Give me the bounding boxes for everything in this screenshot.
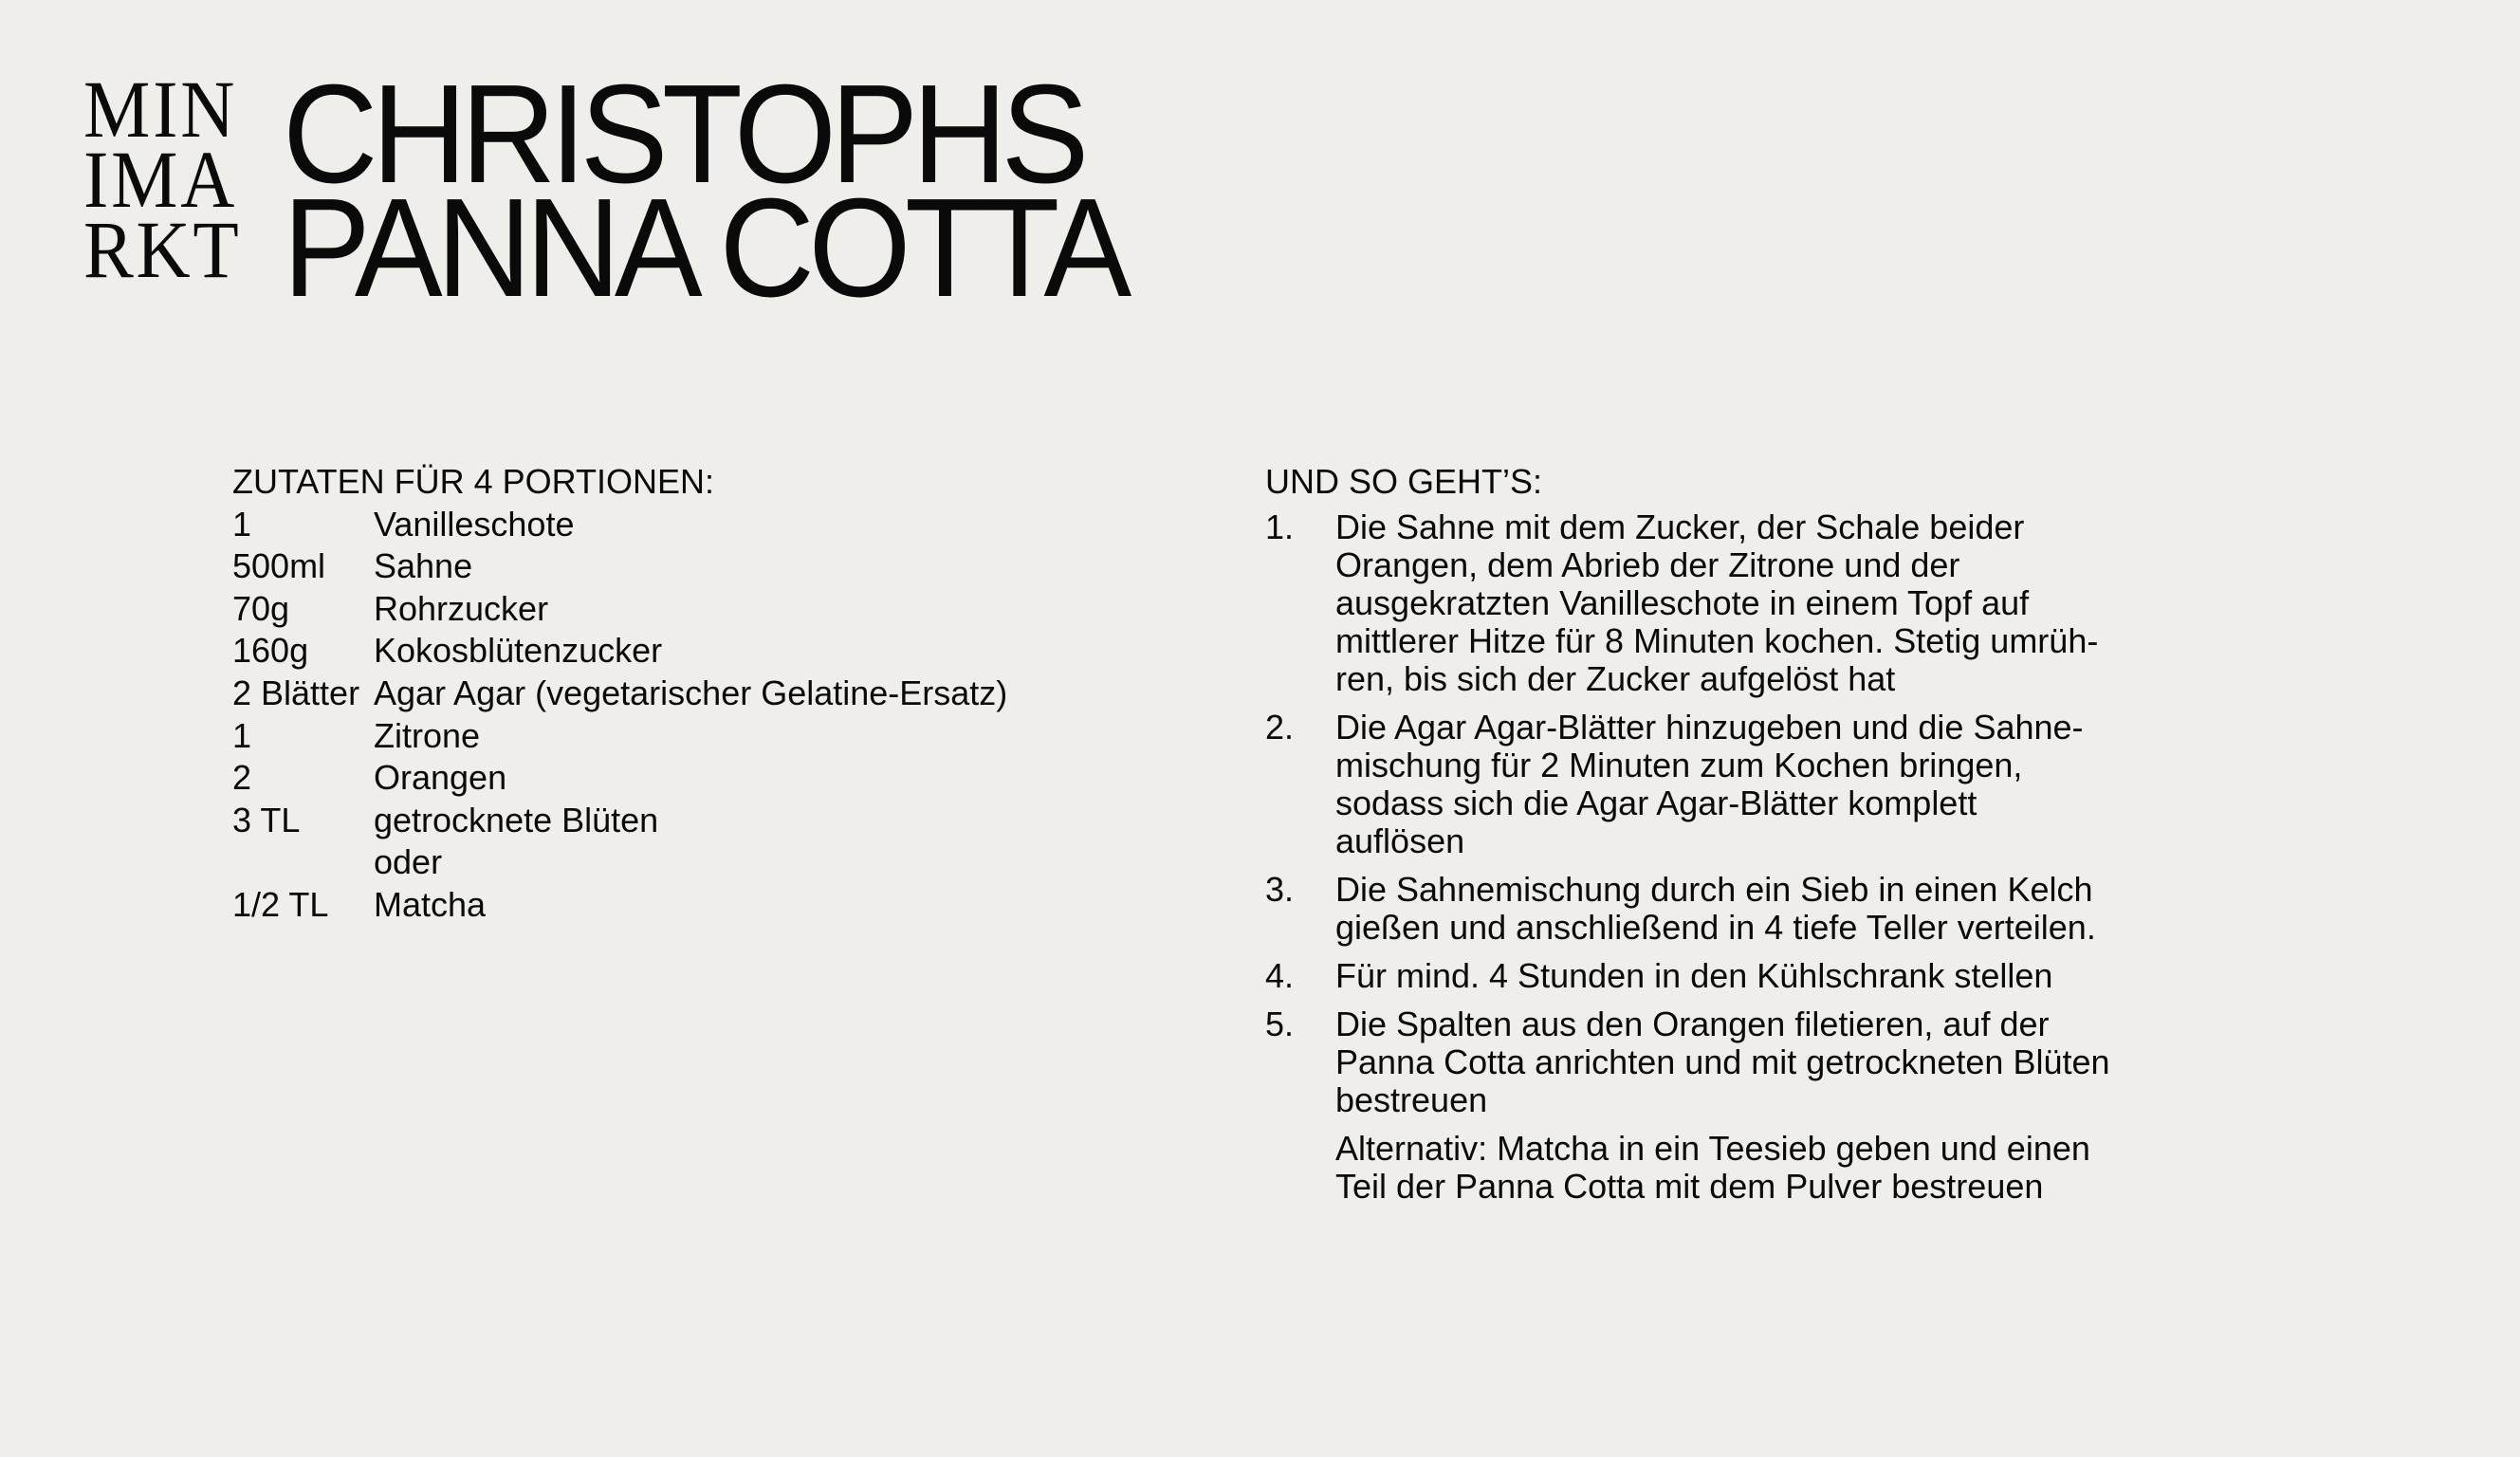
title-line-1: CHRISTOPHS [283,56,1083,212]
ingredient-name: Vanilleschote [374,504,575,544]
ingredient-row [232,800,1007,842]
ingredient-row [232,630,1007,673]
ingredient-row [232,884,1007,927]
step-number: 4. [1265,956,1295,995]
step-number: 1. [1265,507,1295,546]
step-text [1335,508,2157,698]
recipe-title [283,56,1126,326]
ingredient-name: oder [374,842,443,882]
step-text [1335,957,2157,995]
logo-line: RKT [83,204,242,295]
step-line: auflösen [1335,821,1465,860]
instruction-step [1265,709,2157,860]
step-line: Die Spalten aus den Orangen filetieren, auf der [1335,1005,2050,1043]
ingredient-amount: 1 [232,504,252,544]
ingredient-name: Matcha [374,884,487,924]
step-line: ren, bis sich der Zucker aufgelöst hat [1335,659,1896,698]
step-line: Für mind. 4 Stunden in den Kühlschrank stellen [1335,956,2053,995]
step-number: 5. [1265,1005,1295,1043]
alternative-line: Teil der Panna Cotta mit dem Pulver bestreuen [1335,1167,2044,1206]
step-line: Die Agar Agar-Blätter hinzugeben und die Sahne- [1335,708,2084,747]
step-text [1335,871,2157,947]
step-line: mittlerer Hitze für 8 Minuten kochen. Stetig umrüh- [1335,621,2099,660]
step-line: gießen und anschließend in 4 tiefe Teller verteilen. [1335,908,2096,947]
instructions-heading: UND SO GEHT’S: [1265,462,1543,501]
step-line: Panna Cotta anrichten und mit getrockneten Blüten [1335,1042,2110,1081]
ingredient-name: Zitrone [374,715,481,755]
step-number: 2. [1265,708,1295,747]
ingredient-amount: 1/2 TL [232,884,329,924]
instruction-step [1265,1005,2157,1119]
step-line: Die Sahnemischung durch ein Sieb in einen Kelch [1335,870,2093,909]
ingredient-row [232,757,1007,800]
step-number: 3. [1265,870,1295,909]
ingredient-amount: 2 [232,758,252,798]
ingredient-row [232,841,1007,884]
ingredient-row [232,504,1007,546]
ingredient-name: Orangen [374,758,507,798]
step-line: mischung für 2 Minuten zum Kochen bringen, [1335,746,2023,784]
instruction-step [1265,957,2157,995]
instruction-step [1265,871,2157,947]
step-text [1335,1005,2157,1119]
ingredient-name: Sahne [374,546,473,586]
ingredients-section [232,461,1007,927]
ingredient-amount [232,841,374,884]
ingredient-name: getrocknete Blüten [374,800,659,839]
ingredient-amount: 500ml [232,546,326,586]
step-text [1335,709,2157,860]
ingredient-row [232,545,1007,588]
alternative-line: Alternativ: Matcha in ein Teesieb geben und einen [1335,1129,2090,1168]
step-line: sodass sich die Agar Agar-Blätter komplett [1335,784,1977,822]
step-line: ausgekratzten Vanilleschote in einem Topf auf [1335,583,2030,622]
title-line-2: PANNA COTTA [283,170,1126,326]
ingredient-amount: 2 Blätter [232,673,360,712]
ingredient-name: Agar Agar (vegetarischer Gelatine-Ersatz) [374,673,1008,712]
logo-line: IMA [83,134,238,225]
ingredient-amount: 160g [232,631,309,671]
ingredient-name: Rohrzucker [374,588,549,628]
alternative-note [1335,1130,2157,1206]
step-line: Die Sahne mit dem Zucker, der Schale beider [1335,507,2025,546]
instruction-step [1265,508,2157,698]
step-line: Orangen, dem Abrieb der Zitrone und der [1335,545,1960,584]
ingredient-row [232,673,1007,715]
instructions-section [1265,461,2157,1206]
ingredient-name: Kokosblütenzucker [374,631,663,671]
ingredient-amount: 70g [232,588,290,628]
step-line: bestreuen [1335,1080,1488,1119]
ingredient-amount: 1 [232,715,252,755]
ingredient-amount: 3 TL [232,800,301,839]
minimarkt-logo [83,64,242,295]
ingredient-row [232,588,1007,631]
ingredients-heading: ZUTATEN FÜR 4 PORTIONEN: [232,462,715,501]
ingredient-row [232,715,1007,758]
logo-line: MIN [83,64,238,155]
